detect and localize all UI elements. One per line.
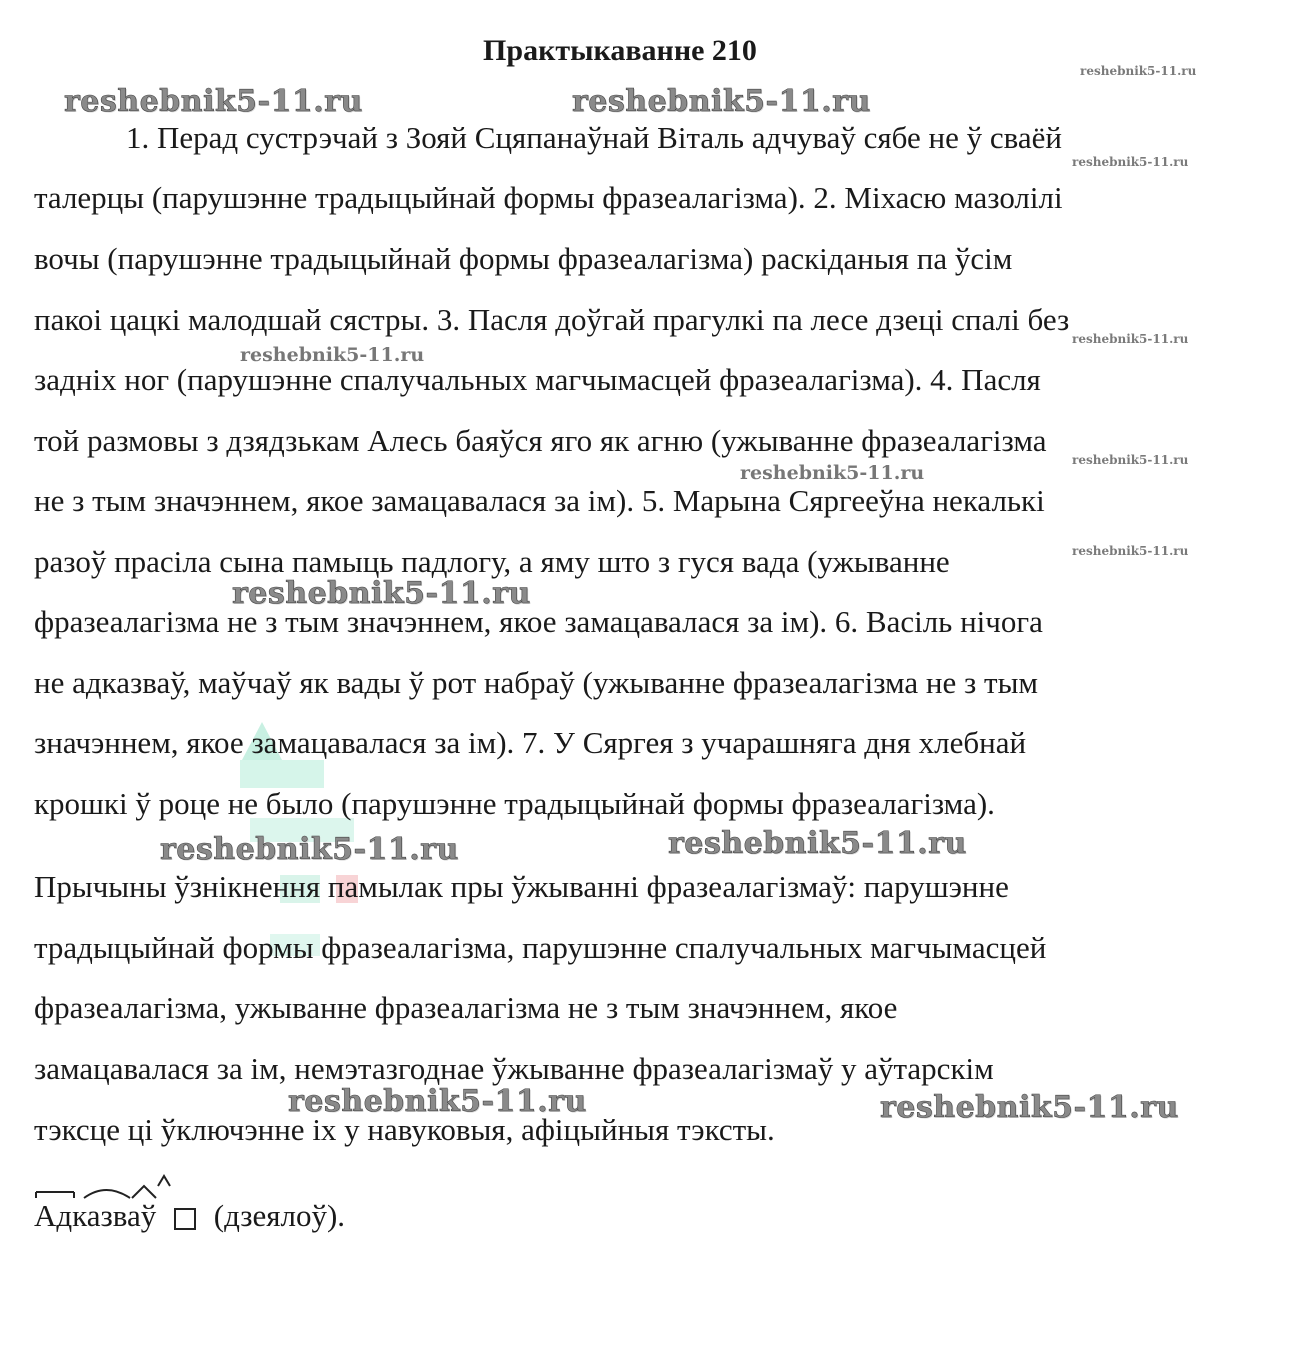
text-line-1: 1. Перад сустрэчай з Зояй Сцяпанаўнай Віталь адчуваў сябе не ў сваёй: [126, 120, 1062, 155]
watermark-small: reshebnik5-11.ru: [1072, 544, 1189, 558]
text-line-16: замацавалася за ім, немэтазгоднае ўжыванне фразеалагізмаў у аўтарскім: [34, 1051, 994, 1086]
watermark-large: reshebnik5-11.ru: [880, 1090, 1179, 1125]
watermark-medium: reshebnik5-11.ru: [740, 462, 925, 484]
teal-band-shape: [240, 760, 324, 788]
morpheme-marks: [34, 1176, 184, 1206]
watermark-small: reshebnik5-11.ru: [1072, 332, 1189, 346]
page-title: Практыкаванне 210: [483, 34, 757, 67]
watermark-large: reshebnik5-11.ru: [668, 826, 967, 861]
watermark-small: reshebnik5-11.ru: [1072, 453, 1189, 467]
text-line-12: крошкі ў роце не было (парушэнне традыцыйнай формы фразеалагізма).: [34, 786, 995, 821]
watermark-large: reshebnik5-11.ru: [232, 576, 531, 611]
parsed-word: [34, 1198, 156, 1234]
watermark-large: reshebnik5-11.ru: [288, 1084, 587, 1119]
text-line-4: пакоі цацкі малодшай сястры. 3. Пасля доўгай прагулкі па лесе дзеці спалі без: [34, 302, 1070, 337]
watermark-large: reshebnik5-11.ru: [64, 84, 363, 119]
watermark-medium: reshebnik5-11.ru: [240, 344, 425, 366]
watermark-large: reshebnik5-11.ru: [572, 84, 871, 119]
text-line-17: тэксце ці ўключэнне іх у навуковыя, афіцыйныя тэксты.: [34, 1112, 775, 1147]
text-line-6: той размовы з дзядзькам Алесь баяўся яго як агню (ужыванне фразеалагізма: [34, 423, 1047, 458]
word-parse-answer: [34, 1198, 345, 1234]
watermark-small: reshebnik5-11.ru: [1080, 64, 1197, 78]
text-line-3: вочы (парушэнне традыцыйнай формы фразеалагізма) раскіданыя па ўсім: [34, 241, 1013, 276]
watermark-small: reshebnik5-11.ru: [1072, 155, 1189, 169]
watermark-large: reshebnik5-11.ru: [160, 832, 459, 867]
text-line-10: не адказваў, маўчаў як вады ў рот набраў (ужыванне фразеалагізма не з тым: [34, 665, 1039, 700]
text-line-2: талерцы (парушэнне традыцыйнай формы фразеалагізма). 2. Міхасю мазолілі: [34, 180, 1063, 215]
text-line-11: значэннем, якое замацавалася за ім). 7. У Сяргея з учарашняга дня хлебнай: [34, 725, 1027, 760]
text-line-5: задніх ног (парушэнне спалучальных магчымасцей фразеалагізма). 4. Пасля: [34, 362, 1041, 397]
text-line-13: Прычыны ўзнікнення памылак пры ўжыванні фразеалагізмаў: парушэнне: [34, 869, 1009, 904]
zero-ending-box: [174, 1208, 196, 1230]
text-line-15: фразеалагізма, ужыванне фразеалагізма не з тым значэннем, якое: [34, 990, 898, 1025]
text-line-8: разоў прасіла сына памыць падлогу, а яму што з гуся вада (ужыванне: [34, 544, 950, 579]
answer-word: Адказваў: [34, 1198, 157, 1233]
text-line-14: традыцыйнай формы фразеалагізма, парушэнне спалучальных магчымасцей: [34, 930, 1047, 965]
text-line-7: не з тым значэннем, якое замацавалася за ім). 5. Марына Сяргееўна некалькі: [34, 483, 1045, 518]
text-line-9: фразеалагізма не з тым значэннем, якое замацавалася за ім). 6. Васіль нічога: [34, 604, 1043, 639]
answer-note: (дзеялоў).: [213, 1198, 346, 1233]
